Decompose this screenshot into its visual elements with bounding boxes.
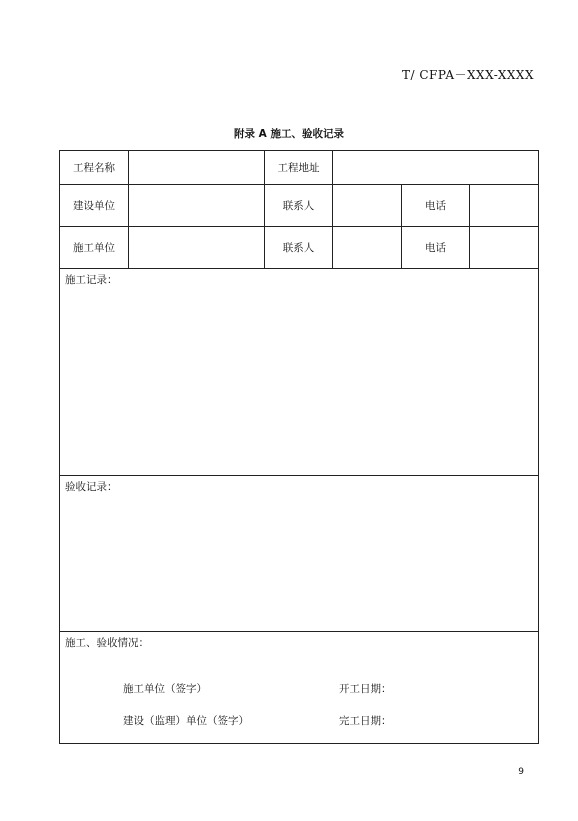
document-code: T/ CFPA－XXX-XXXX xyxy=(401,68,534,82)
builder-contact-label: 联系人 xyxy=(265,185,333,227)
supervisor-signature-label: 建设（监理）单位（签字） xyxy=(123,715,249,727)
builder-field[interactable] xyxy=(129,185,265,227)
table-row xyxy=(60,185,539,227)
contractor-field[interactable] xyxy=(129,227,265,269)
construction-acceptance-form xyxy=(59,150,539,744)
contractor-contact-label: 联系人 xyxy=(265,227,333,269)
summary-area xyxy=(60,632,539,744)
contractor-label: 施工单位 xyxy=(60,227,129,269)
builder-label: 建设单位 xyxy=(60,185,129,227)
contractor-phone-field[interactable] xyxy=(470,227,539,269)
project-address-label: 工程地址 xyxy=(265,151,333,185)
builder-phone-field[interactable] xyxy=(470,185,539,227)
builder-phone-label: 电话 xyxy=(402,185,470,227)
table-row xyxy=(60,476,539,632)
summary-label: 施工、验收情况： xyxy=(65,637,149,649)
acceptance-record-label: 验收记录： xyxy=(65,481,118,493)
project-name-field[interactable] xyxy=(129,151,265,185)
acceptance-record-area[interactable] xyxy=(60,476,539,632)
form-title: 附录 A 施工、验收记录 xyxy=(234,128,344,140)
start-date-label: 开工日期： xyxy=(339,683,392,695)
table-row xyxy=(60,227,539,269)
table-row xyxy=(60,269,539,476)
contractor-phone-label: 电话 xyxy=(402,227,470,269)
contractor-signature-label: 施工单位（签字） xyxy=(123,683,207,695)
construction-record-label: 施工记录： xyxy=(65,274,118,286)
completion-date-label: 完工日期： xyxy=(339,715,392,727)
table-row xyxy=(60,632,539,744)
contractor-contact-field[interactable] xyxy=(333,227,402,269)
builder-contact-field[interactable] xyxy=(333,185,402,227)
project-address-field[interactable] xyxy=(333,151,539,185)
table-row xyxy=(60,151,539,185)
construction-record-area[interactable] xyxy=(60,269,539,476)
page-number: 9 xyxy=(518,767,524,777)
project-name-label: 工程名称 xyxy=(60,151,129,185)
